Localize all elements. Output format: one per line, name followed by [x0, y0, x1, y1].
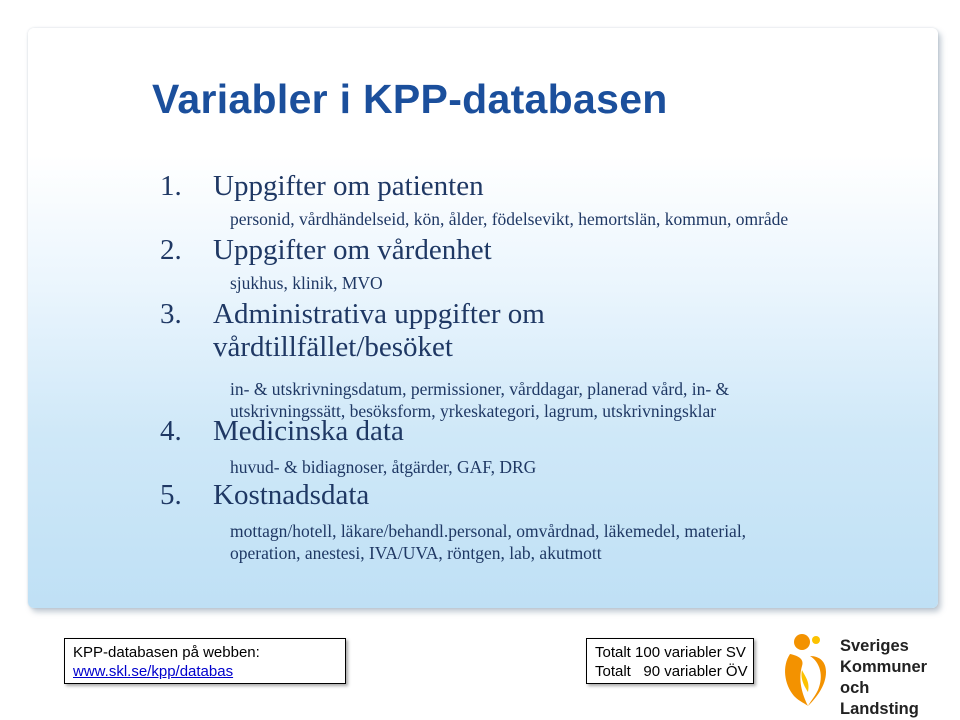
item-heading: Administrativa uppgifter om vårdtillfället/besöket: [213, 298, 545, 363]
logo-text-line: Kommuner: [840, 658, 928, 676]
web-label: KPP-databasen på webben:: [73, 644, 260, 661]
item-detail: personid, vårdhändelseid, kön, ålder, födelsevikt, hemortslän, kommun, område: [230, 209, 789, 229]
item-heading: Uppgifter om patienten: [213, 170, 484, 202]
item-number: 1.: [160, 170, 182, 202]
list-item: [160, 170, 900, 230]
logo-text-line: och Landsting: [840, 679, 919, 718]
list-item: [160, 234, 900, 294]
skl-logo: [780, 632, 950, 718]
item-detail: sjukhus, klinik, MVO: [230, 273, 383, 293]
list-item: [160, 298, 900, 422]
item-number: 3.: [160, 298, 182, 330]
web-link[interactable]: www.skl.se/kpp/databas: [73, 663, 234, 680]
slide-title: Variabler i KPP-databasen: [152, 76, 668, 122]
totals-line-sv: Totalt 100 variabler SV: [595, 644, 746, 661]
item-detail: in- & utskrivningsdatum, permissioner, vårddagar, planerad vård, in- & utskrivningssätt, besöksform, yrkeskategori, lagrum, utskrivningsklar: [230, 379, 730, 421]
item-number: 5.: [160, 479, 182, 511]
item-number: 2.: [160, 234, 182, 266]
skl-flame-icon: [780, 632, 836, 708]
item-detail: mottagn/hotell, läkare/behandl.personal, omvårdnad, läkemedel, material, operation, anestesi, IVA/UVA, röntgen, lab, akutmott: [230, 521, 747, 563]
item-detail: huvud- & bidiagnoser, åtgärder, GAF, DRG: [230, 457, 537, 477]
item-heading: Kostnadsdata: [213, 479, 370, 511]
item-heading: Uppgifter om vårdenhet: [213, 234, 492, 266]
item-heading: Medicinska data: [213, 415, 404, 447]
list-item: [160, 479, 900, 564]
logo-text-line: Sveriges: [840, 637, 909, 655]
item-number: 4.: [160, 415, 182, 447]
list-item: [160, 415, 900, 478]
web-info-box: [64, 638, 346, 684]
totals-box: [586, 638, 754, 684]
totals-line-ov: Totalt 90 variabler ÖV: [595, 663, 748, 680]
